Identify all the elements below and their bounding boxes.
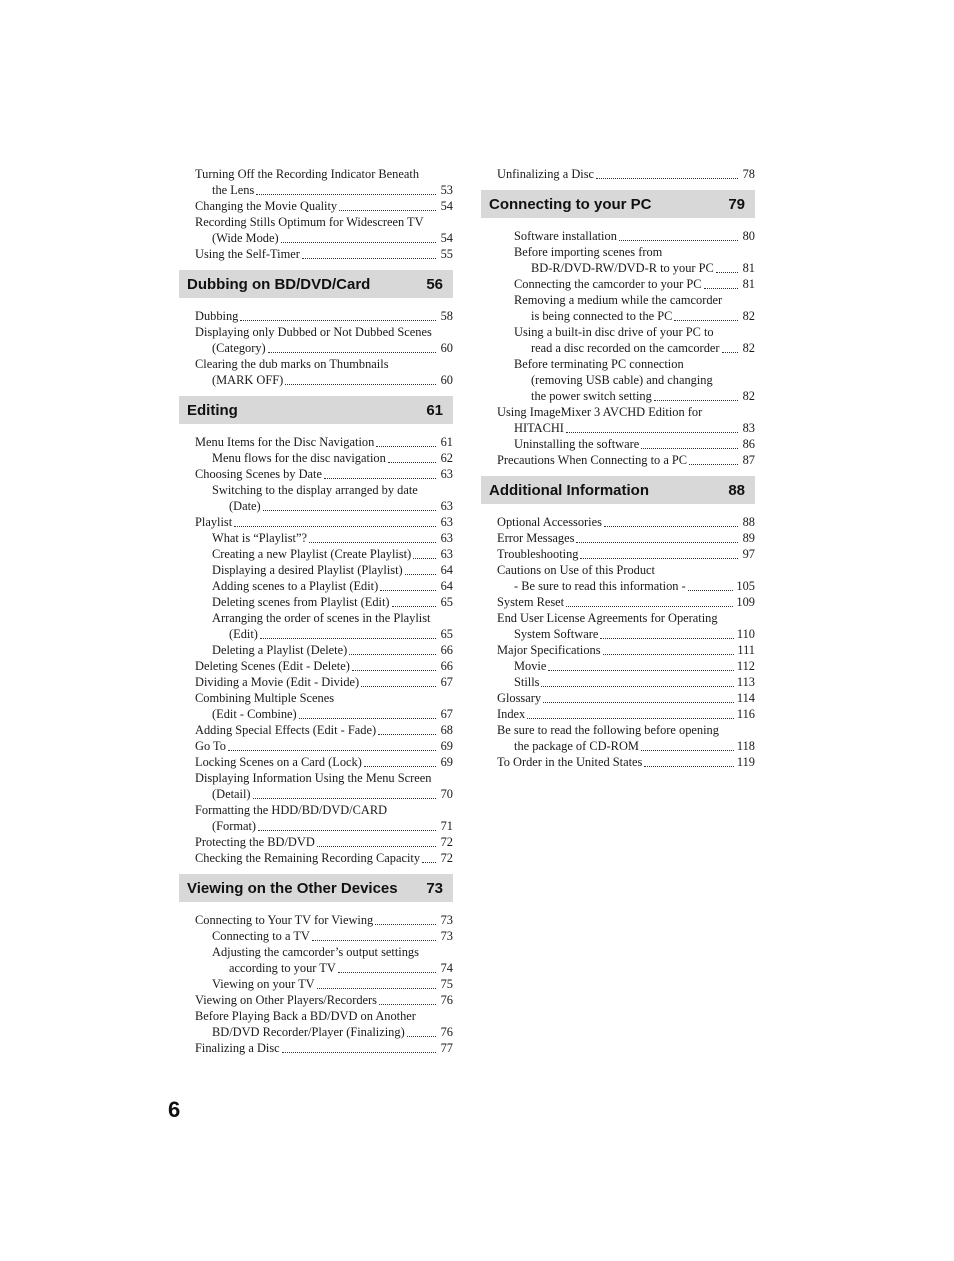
dot-leader — [299, 710, 436, 719]
toc-entry[interactable] — [179, 166, 453, 182]
dot-leader — [324, 470, 436, 479]
toc-entry[interactable] — [481, 166, 755, 182]
toc-entry-title: Major Specifications — [497, 643, 601, 657]
dot-leader — [317, 980, 436, 989]
toc-entry-title: Locking Scenes on a Card (Lock) — [195, 755, 362, 769]
toc-entry-title: Glossary — [497, 691, 542, 705]
toc-entry-page: 54 — [440, 199, 453, 213]
toc-entry-page: 61 — [440, 435, 453, 449]
toc-entry[interactable] — [481, 530, 755, 546]
toc-entry[interactable] — [481, 514, 755, 530]
dot-leader — [689, 456, 738, 465]
dot-leader — [576, 534, 738, 543]
toc-entry[interactable] — [481, 674, 755, 690]
section-page-number: 88 — [728, 481, 745, 499]
toc-entry-page: 88 — [742, 515, 755, 529]
toc-entry-page: 65 — [440, 627, 453, 641]
toc-entry-title: Troubleshooting — [497, 547, 579, 561]
toc-entry-title: To Order in the United States — [497, 755, 643, 769]
dot-leader — [375, 916, 436, 925]
dot-leader — [405, 566, 436, 575]
toc-entry[interactable] — [179, 1024, 453, 1040]
toc-entry-title: Displaying Information Using the Menu Screen — [195, 771, 432, 785]
toc-entry-title: Go To — [195, 739, 226, 753]
dot-leader — [339, 202, 436, 211]
dot-leader — [604, 518, 738, 527]
toc-entry[interactable] — [179, 530, 453, 546]
toc-entry-page: 69 — [440, 755, 453, 769]
toc-entry-title: BD/DVD Recorder/Player (Finalizing) — [212, 1025, 405, 1039]
toc-entry[interactable] — [179, 642, 453, 658]
toc-entry[interactable] — [481, 658, 755, 674]
toc-entry-page: 87 — [742, 453, 755, 467]
toc-entry[interactable] — [179, 340, 453, 356]
toc-entry-title: Deleting scenes from Playlist (Edit) — [212, 595, 390, 609]
toc-entry[interactable] — [179, 482, 453, 498]
toc-entry-page: 76 — [440, 993, 453, 1007]
toc-entry-title: Uninstalling the software — [514, 437, 640, 451]
toc-entry[interactable] — [481, 292, 755, 308]
toc-entry-title: BD-R/DVD-RW/DVD-R to your PC — [531, 261, 714, 275]
toc-entry-title: according to your TV — [229, 961, 336, 975]
section-page-number: 56 — [426, 275, 443, 293]
toc-entry[interactable] — [179, 214, 453, 230]
toc-entry[interactable] — [179, 658, 453, 674]
toc-entry-page: 109 — [736, 595, 755, 609]
toc-entry-title: Connecting to a TV — [212, 929, 310, 943]
toc-entry-page: 82 — [742, 389, 755, 403]
toc-entry-title: Displaying a desired Playlist (Playlist) — [212, 563, 403, 577]
section-heading[interactable] — [179, 396, 453, 424]
toc-entry[interactable] — [179, 466, 453, 482]
toc-entry-page: 72 — [440, 851, 453, 865]
toc-entry[interactable] — [179, 960, 453, 976]
dot-leader — [674, 312, 738, 321]
toc-entry-page: 67 — [440, 707, 453, 721]
toc-entry[interactable] — [179, 498, 453, 514]
toc-entry-page: 111 — [737, 643, 755, 657]
dot-leader — [268, 344, 436, 353]
toc-entry[interactable] — [481, 436, 755, 452]
toc-entry-title: Changing the Movie Quality — [195, 199, 338, 213]
toc-entry-title: Menu flows for the disc navigation — [212, 451, 386, 465]
dot-leader — [641, 742, 734, 751]
toc-entry-page: 73 — [440, 929, 453, 943]
toc-entry-page: 82 — [742, 309, 755, 323]
toc-entry-page: 86 — [742, 437, 755, 451]
dot-leader — [413, 550, 436, 559]
toc-entry[interactable] — [481, 244, 755, 260]
toc-entry-page: 114 — [736, 691, 755, 705]
toc-entry-title: the package of CD-ROM — [514, 739, 639, 753]
toc-entry-title: Protecting the BD/DVD — [195, 835, 315, 849]
dot-leader — [566, 424, 738, 433]
dot-leader — [644, 758, 733, 767]
toc-entry[interactable] — [179, 1040, 453, 1056]
toc-entry-page: 63 — [440, 467, 453, 481]
toc-entry[interactable] — [179, 626, 453, 642]
toc-entry[interactable] — [481, 308, 755, 324]
toc-entry[interactable] — [179, 674, 453, 690]
toc-entry-page: 113 — [736, 675, 755, 689]
toc-entry[interactable] — [481, 578, 755, 594]
toc-entry-title: Error Messages — [497, 531, 575, 545]
toc-entry[interactable] — [481, 594, 755, 610]
toc-entry-title: Formatting the HDD/BD/DVD/CARD — [195, 803, 388, 817]
toc-entry-title: Recording Stills Optimum for Widescreen TV — [195, 215, 424, 229]
toc-entry[interactable] — [179, 690, 453, 706]
dot-leader — [234, 518, 436, 527]
toc-entry[interactable] — [179, 324, 453, 340]
section-title: Editing — [187, 401, 238, 419]
toc-entry[interactable] — [481, 228, 755, 244]
dot-leader — [228, 742, 436, 751]
dot-leader — [654, 392, 738, 401]
toc-entry[interactable] — [179, 610, 453, 626]
toc-entry[interactable] — [179, 992, 453, 1008]
dot-leader — [376, 438, 436, 447]
toc-entry-page: 105 — [736, 579, 755, 593]
toc-entry-page: 72 — [440, 835, 453, 849]
toc-entry-title: (Edit - Combine) — [212, 707, 297, 721]
toc-entry[interactable] — [179, 356, 453, 372]
toc-entry[interactable] — [179, 562, 453, 578]
toc-entry-title: Dividing a Movie (Edit - Divide) — [195, 675, 360, 689]
toc-entry-page: 54 — [440, 231, 453, 245]
toc-entry-page: 78 — [742, 167, 755, 181]
toc-entry-title: (Format) — [212, 819, 257, 833]
dot-leader — [361, 678, 436, 687]
dot-leader — [716, 264, 738, 273]
toc-entry-title: Deleting Scenes (Edit - Delete) — [195, 659, 350, 673]
dot-leader — [388, 454, 436, 463]
toc-entry-page: 97 — [742, 547, 755, 561]
toc-entry[interactable] — [481, 372, 755, 388]
dot-leader — [309, 534, 436, 543]
section-title: Additional Information — [489, 481, 649, 499]
toc-entry[interactable] — [481, 722, 755, 738]
section-heading[interactable] — [481, 476, 755, 504]
toc-entry-page: 60 — [440, 341, 453, 355]
toc-entry-title: Connecting to Your TV for Viewing — [195, 913, 374, 927]
toc-entry-title: Using the Self-Timer — [195, 247, 300, 261]
dot-leader — [548, 662, 734, 671]
toc-entry-title: the power switch setting — [531, 389, 652, 403]
toc-entry-title: Choosing Scenes by Date — [195, 467, 322, 481]
toc-entry-title: Finalizing a Disc — [195, 1041, 280, 1055]
toc-entry-page: 64 — [440, 579, 453, 593]
toc-entry-page: 62 — [440, 451, 453, 465]
toc-entry-title: Stills — [514, 675, 540, 689]
toc-entry-page: 74 — [440, 961, 453, 975]
toc-entry[interactable] — [481, 546, 755, 562]
toc-entry[interactable] — [481, 642, 755, 658]
toc-right-column — [481, 166, 755, 770]
toc-entry[interactable] — [179, 802, 453, 818]
toc-entry-page: 119 — [736, 755, 755, 769]
toc-entry-title: System Software — [514, 627, 599, 641]
toc-entry[interactable] — [481, 452, 755, 468]
toc-entry-page: 60 — [440, 373, 453, 387]
toc-entry[interactable] — [481, 626, 755, 642]
toc-entry[interactable] — [179, 182, 453, 198]
dot-leader — [392, 598, 436, 607]
toc-entry-page: 63 — [440, 515, 453, 529]
toc-entry-page: 116 — [736, 707, 755, 721]
toc-entry-title: Software installation — [514, 229, 617, 243]
toc-entry-title: Unfinalizing a Disc — [497, 167, 595, 181]
toc-entry-page: 68 — [440, 723, 453, 737]
toc-entry[interactable] — [481, 562, 755, 578]
dot-leader — [641, 440, 738, 449]
toc-entry-title: Playlist — [195, 515, 233, 529]
toc-entry[interactable] — [179, 738, 453, 754]
toc-entry-title: Before terminating PC connection — [514, 357, 684, 371]
toc-entry-page: 82 — [742, 341, 755, 355]
toc-entry[interactable] — [179, 928, 453, 944]
dot-leader — [317, 838, 436, 847]
toc-entry-title: System Reset — [497, 595, 565, 609]
toc-entry-page: 63 — [440, 531, 453, 545]
toc-entry-page: 110 — [736, 627, 755, 641]
section-title: Connecting to your PC — [489, 195, 652, 213]
toc-entry[interactable] — [179, 246, 453, 262]
toc-entry[interactable] — [179, 770, 453, 786]
section-heading[interactable] — [179, 874, 453, 902]
dot-leader — [596, 170, 738, 179]
toc-entry-title: (Detail) — [212, 787, 251, 801]
toc-entry-page: 81 — [742, 277, 755, 291]
section-title: Viewing on the Other Devices — [187, 879, 398, 897]
toc-entry-page: 80 — [742, 229, 755, 243]
toc-entry-title: End User License Agreements for Operating — [497, 611, 718, 625]
dot-leader — [258, 822, 436, 831]
toc-entry-title: Checking the Remaining Recording Capacity — [195, 851, 421, 865]
dot-leader — [256, 186, 436, 195]
toc-entry-title: (Edit) — [229, 627, 258, 641]
section-page-number: 73 — [426, 879, 443, 897]
dot-leader — [364, 758, 436, 767]
dot-leader — [527, 710, 734, 719]
toc-entry[interactable] — [481, 610, 755, 626]
toc-entry[interactable] — [179, 450, 453, 466]
toc-entry-title: Arranging the order of scenes in the Playlist — [212, 611, 431, 625]
toc-entry[interactable] — [179, 850, 453, 866]
toc-entry-page: 81 — [742, 261, 755, 275]
toc-entry[interactable] — [179, 546, 453, 562]
toc-entry-title: Switching to the display arranged by date — [212, 483, 418, 497]
toc-entry[interactable] — [481, 260, 755, 276]
page-number: 6 — [168, 1097, 181, 1122]
toc-entry-page: 66 — [440, 659, 453, 673]
toc-entry[interactable] — [179, 308, 453, 324]
toc-entry-title: Turning Off the Recording Indicator Beneath — [195, 167, 420, 181]
toc-entry-page: 65 — [440, 595, 453, 609]
toc-entry-title: Displaying only Dubbed or Not Dubbed Scenes — [195, 325, 432, 339]
dot-leader — [302, 250, 436, 259]
toc-entry-page: 76 — [440, 1025, 453, 1039]
toc-entry-page: 55 — [440, 247, 453, 261]
toc-entry-title: Movie — [514, 659, 547, 673]
toc-entry[interactable] — [179, 706, 453, 722]
toc-entry[interactable] — [481, 324, 755, 340]
dot-leader — [380, 582, 436, 591]
toc-entry-page: 63 — [440, 499, 453, 513]
toc-entry-title: Adjusting the camcorder’s output settings — [212, 945, 419, 959]
toc-entry[interactable] — [481, 276, 755, 292]
dot-leader — [422, 854, 436, 863]
toc-entry[interactable] — [481, 388, 755, 404]
toc-entry-title: Deleting a Playlist (Delete) — [212, 643, 348, 657]
toc-entry-title: (Category) — [212, 341, 266, 355]
toc-entry[interactable] — [481, 340, 755, 356]
toc-entry[interactable] — [179, 230, 453, 246]
toc-entry-title: Adding Special Effects (Edit - Fade) — [195, 723, 377, 737]
toc-entry-title: Precautions When Connecting to a PC — [497, 453, 688, 467]
toc-entry[interactable] — [179, 834, 453, 850]
dot-leader — [240, 312, 436, 321]
toc-entry-title: Before Playing Back a BD/DVD on Another — [195, 1009, 416, 1023]
dot-leader — [688, 582, 734, 591]
dot-leader — [379, 996, 436, 1005]
dot-leader — [282, 1044, 436, 1053]
toc-entry[interactable] — [179, 786, 453, 802]
toc-entry-title: (Date) — [229, 499, 261, 513]
section-page-number: 79 — [728, 195, 745, 213]
toc-entry[interactable] — [179, 818, 453, 834]
dot-leader — [312, 932, 436, 941]
toc-entry[interactable] — [179, 578, 453, 594]
toc-entry-title: Viewing on your TV — [212, 977, 315, 991]
toc-entry-page: 53 — [440, 183, 453, 197]
toc-entry-page: 112 — [736, 659, 755, 673]
toc-entry-title: What is “Playlist”? — [212, 531, 307, 545]
dot-leader — [722, 344, 738, 353]
toc-entry-title: - Be sure to read this information - — [514, 579, 686, 593]
toc-entry-title: Before importing scenes from — [514, 245, 663, 259]
dot-leader — [603, 646, 735, 655]
toc-entry-page: 58 — [440, 309, 453, 323]
toc-entry-page: 64 — [440, 563, 453, 577]
toc-entry-page: 66 — [440, 643, 453, 657]
toc-entry[interactable] — [179, 912, 453, 928]
dot-leader — [407, 1028, 436, 1037]
dot-leader — [338, 964, 436, 973]
toc-entry[interactable] — [481, 690, 755, 706]
toc-entry[interactable] — [179, 594, 453, 610]
toc-entry-title: Index — [497, 707, 526, 721]
toc-entry-page: 75 — [440, 977, 453, 991]
section-title: Dubbing on BD/DVD/Card — [187, 275, 371, 293]
toc-entry-title: Optional Accessories — [497, 515, 602, 529]
toc-entry-title: Clearing the dub marks on Thumbnails — [195, 357, 389, 371]
toc-entry-page: 67 — [440, 675, 453, 689]
section-heading[interactable] — [179, 270, 453, 298]
toc-entry-title: Dubbing — [195, 309, 239, 323]
toc-entry-page: 63 — [440, 547, 453, 561]
toc-entry-page: 118 — [736, 739, 755, 753]
toc-entry[interactable] — [179, 514, 453, 530]
toc-entry-page: 83 — [742, 421, 755, 435]
dot-leader — [600, 630, 734, 639]
toc-entry[interactable] — [481, 420, 755, 436]
toc-entry[interactable] — [179, 944, 453, 960]
dot-leader — [352, 662, 436, 671]
toc-entry[interactable] — [481, 404, 755, 420]
dot-leader — [285, 376, 436, 385]
toc-entry[interactable] — [481, 356, 755, 372]
toc-entry[interactable] — [481, 754, 755, 770]
toc-entry-title: Cautions on Use of this Product — [497, 563, 655, 577]
dot-leader — [619, 232, 738, 241]
toc-entry-page: 89 — [742, 531, 755, 545]
toc-entry[interactable] — [179, 198, 453, 214]
toc-entry-title: Viewing on Other Players/Recorders — [195, 993, 377, 1007]
dot-leader — [263, 502, 436, 511]
toc-entry-title: Using a built-in disc drive of your PC to — [514, 325, 714, 339]
toc-entry-page: 70 — [440, 787, 453, 801]
dot-leader — [253, 790, 436, 799]
dot-leader — [541, 678, 733, 687]
dot-leader — [566, 598, 733, 607]
toc-entry-title: the Lens — [212, 183, 255, 197]
dot-leader — [704, 280, 738, 289]
toc-entry-title: Removing a medium while the camcorder — [514, 293, 723, 307]
toc-entry-title: (removing USB cable) and changing — [531, 373, 713, 387]
toc-entry[interactable] — [179, 372, 453, 388]
toc-entry[interactable] — [481, 738, 755, 754]
dot-leader — [580, 550, 738, 559]
toc-left-column — [179, 166, 453, 1056]
toc-entry-page: 71 — [440, 819, 453, 833]
section-page-number: 61 — [426, 401, 443, 419]
section-heading[interactable] — [481, 190, 755, 218]
toc-entry-page: 73 — [440, 913, 453, 927]
toc-entry-title: Connecting the camcorder to your PC — [514, 277, 702, 291]
dot-leader — [281, 234, 436, 243]
toc-entry-title: (Wide Mode) — [212, 231, 279, 245]
toc-entry-page: 69 — [440, 739, 453, 753]
toc-entry[interactable] — [179, 434, 453, 450]
toc-entry-title: Adding scenes to a Playlist (Edit) — [212, 579, 379, 593]
dot-leader — [543, 694, 734, 703]
toc-entry-title: Combining Multiple Scenes — [195, 691, 335, 705]
toc-entry-title: Be sure to read the following before opening — [497, 723, 719, 737]
toc-entry[interactable] — [179, 976, 453, 992]
toc-entry-title: Menu Items for the Disc Navigation — [195, 435, 375, 449]
toc-entry-title: HITACHI — [514, 421, 564, 435]
toc-entry[interactable] — [481, 706, 755, 722]
toc-entry[interactable] — [179, 1008, 453, 1024]
toc-entry-title: Creating a new Playlist (Create Playlist) — [212, 547, 412, 561]
toc-entry-title: Using ImageMixer 3 AVCHD Edition for — [497, 405, 703, 419]
dot-leader — [349, 646, 436, 655]
toc-entry-title: (MARK OFF) — [212, 373, 284, 387]
toc-entry[interactable] — [179, 754, 453, 770]
toc-entry-title: is being connected to the PC — [531, 309, 673, 323]
toc-entry-page: 77 — [440, 1041, 453, 1055]
dot-leader — [378, 726, 436, 735]
toc-entry[interactable] — [179, 722, 453, 738]
toc-entry-title: read a disc recorded on the camcorder — [531, 341, 720, 355]
dot-leader — [260, 630, 436, 639]
